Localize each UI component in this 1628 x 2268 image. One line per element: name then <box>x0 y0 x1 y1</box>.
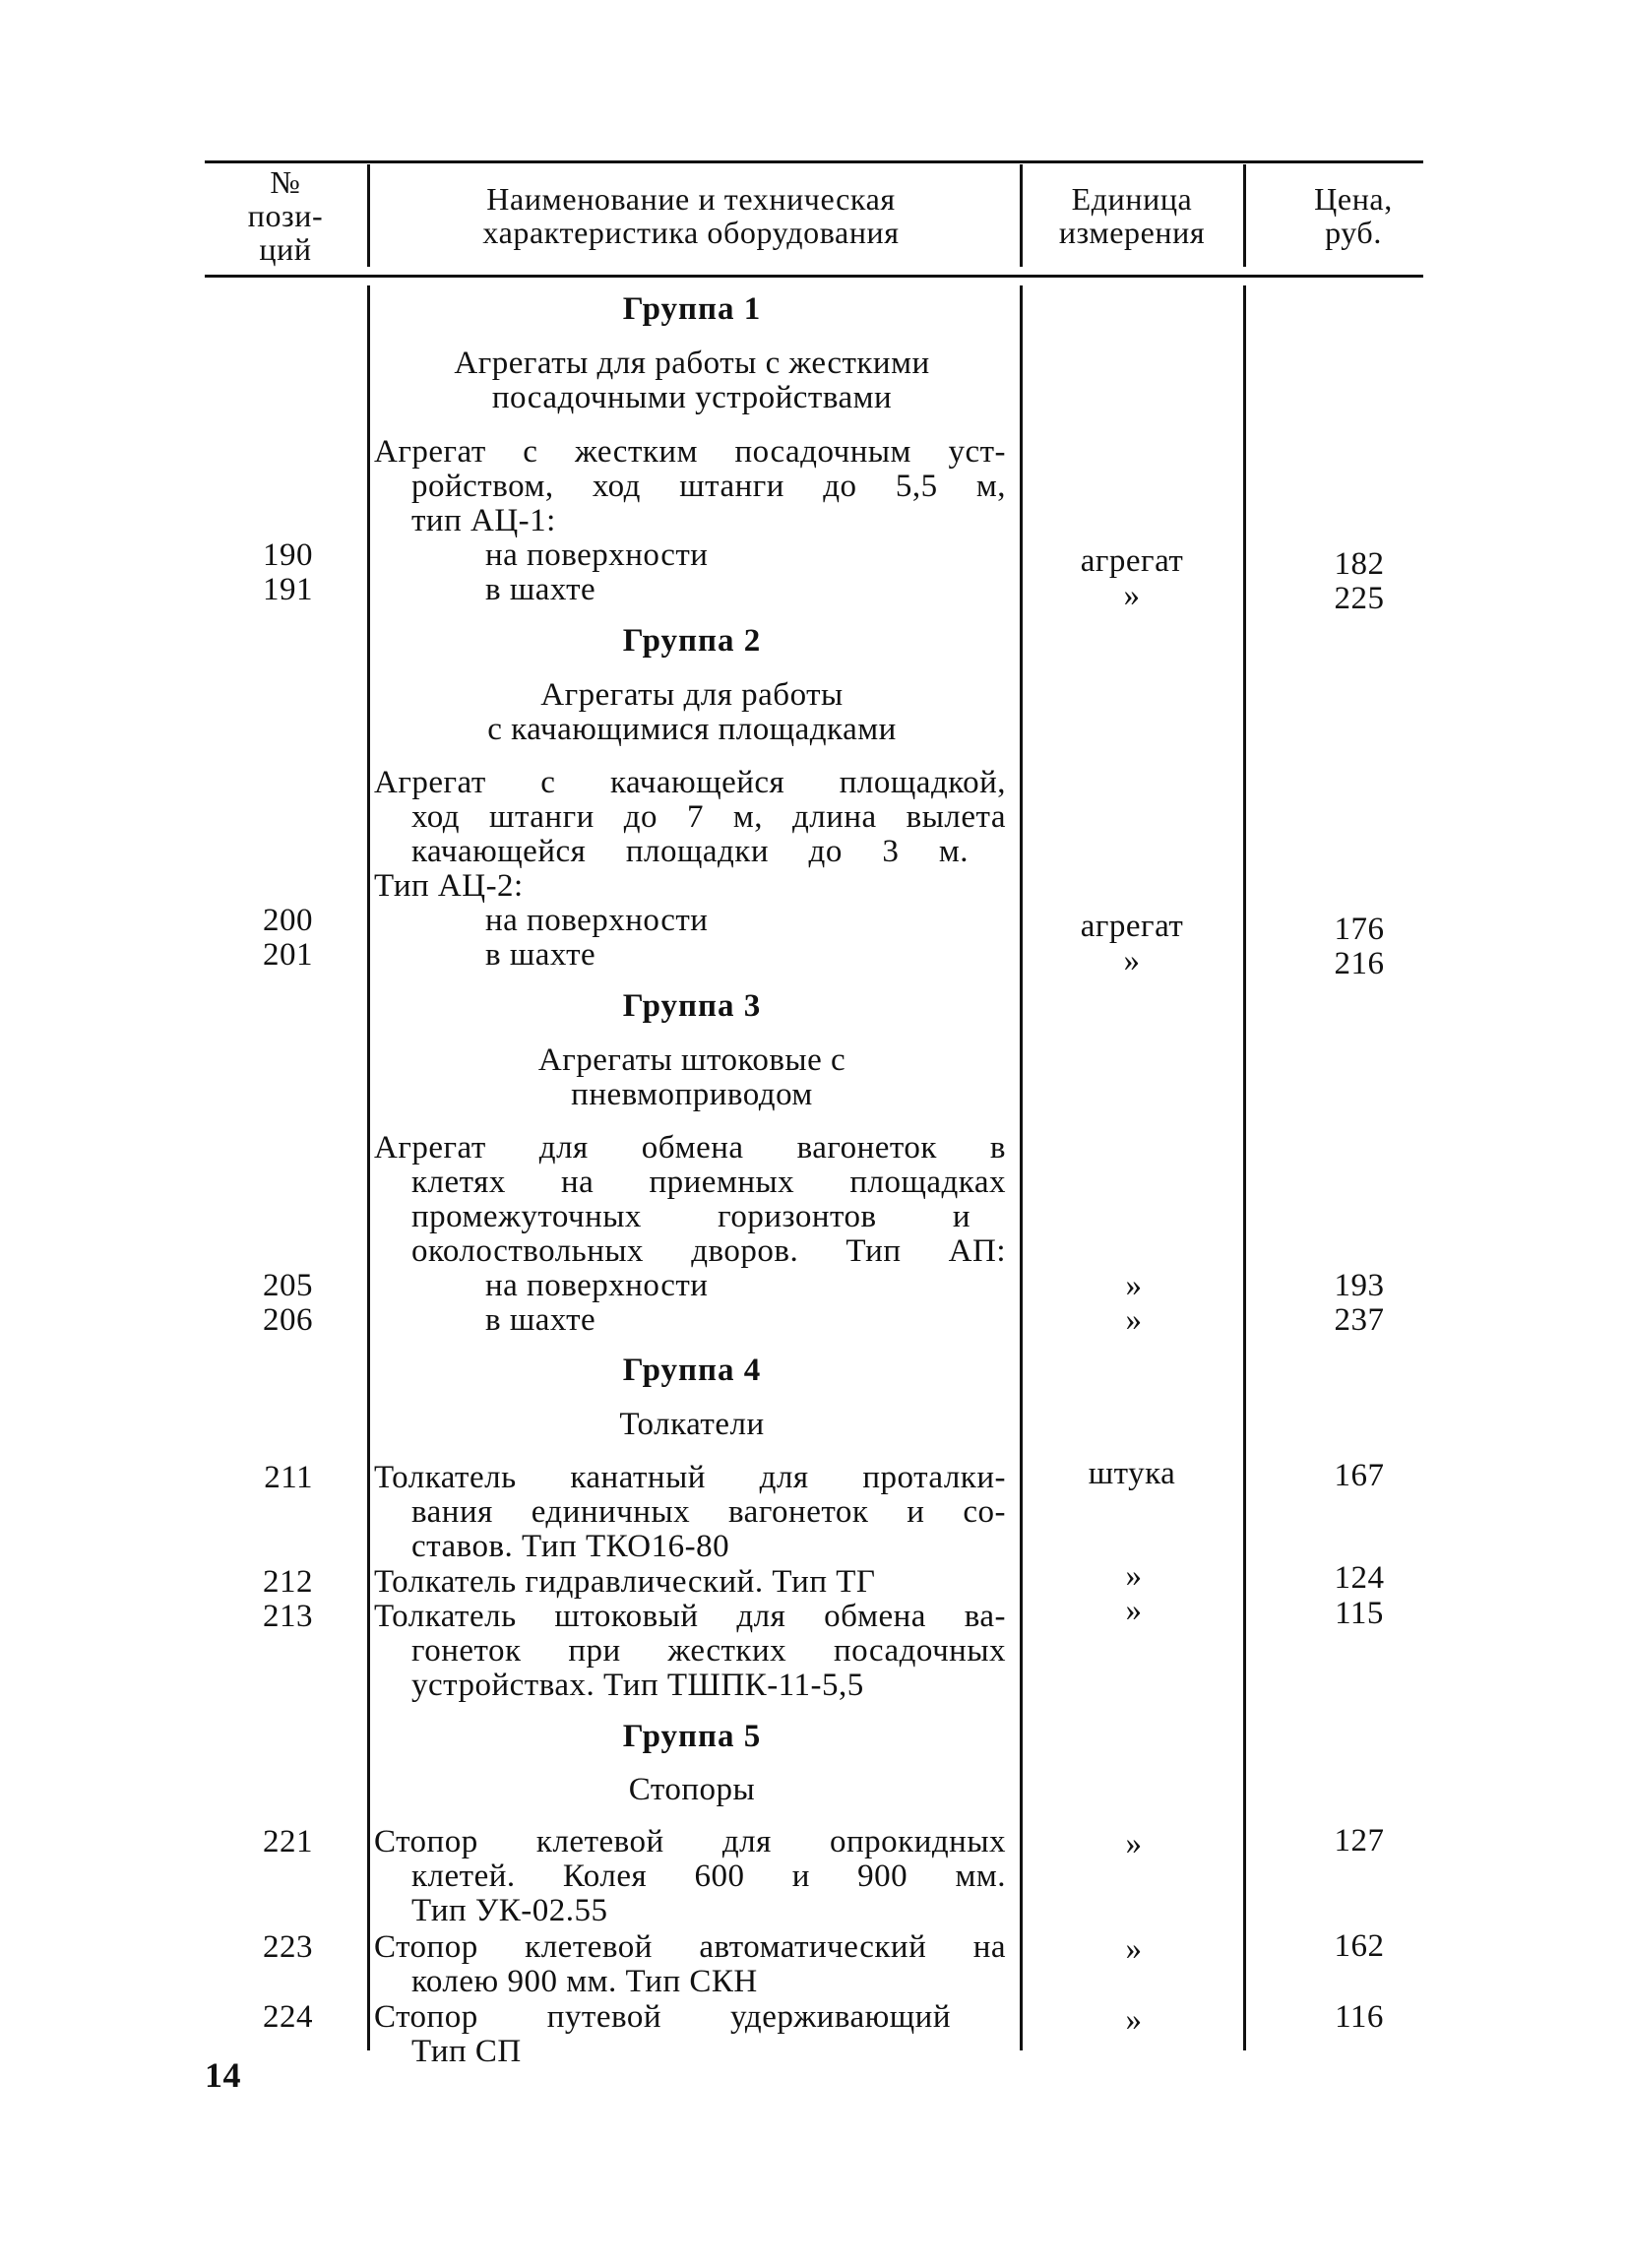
header-position-line-1: № <box>270 164 301 200</box>
position-number: 211 <box>264 1460 313 1495</box>
group-subtitle: Толкатели <box>619 1407 765 1442</box>
position-number: 191 <box>263 572 313 607</box>
header-bottom-rule <box>205 275 1423 278</box>
item-description: клетях на приемных площадках <box>411 1165 1006 1200</box>
item-price: 116 <box>1335 1999 1384 2035</box>
header-name-line-1: Наименование и техническая <box>486 181 896 217</box>
item-description: Тип АЦ-2: <box>374 868 524 904</box>
item-description: околоствольных дворов. Тип АП: <box>411 1233 1006 1269</box>
header-unit-line-2: измерения <box>1058 215 1206 250</box>
item-description: Агрегат для обмена вагонеток в <box>374 1130 1006 1166</box>
body-divider-2 <box>1020 285 1023 2050</box>
item-description: тип АЦ-1: <box>411 503 556 538</box>
item-name: клетей. Колея 600 и 900 мм. <box>411 1858 1006 1894</box>
item-unit: » <box>1125 1302 1143 1338</box>
body-divider-1 <box>367 285 370 2050</box>
item-price: 162 <box>1334 1928 1385 1964</box>
header-unit-line-1: Единица <box>1071 181 1193 217</box>
header-position-line-3: ций <box>259 231 312 267</box>
item-name: Тип УК-02.55 <box>411 1893 608 1928</box>
position-number: 221 <box>263 1824 313 1859</box>
item-price: 115 <box>1335 1596 1384 1631</box>
item-unit: » <box>1125 1931 1143 1967</box>
item-name: Толкатель канатный для проталки- <box>374 1460 1006 1495</box>
item-description: промежуточных горизонтов и <box>411 1199 971 1234</box>
item-name: колею 900 мм. Тип СКН <box>411 1964 758 1999</box>
group-title: Группа 3 <box>622 988 762 1024</box>
item-price: 237 <box>1334 1302 1385 1338</box>
group-title: Группа 5 <box>622 1719 762 1754</box>
group-subtitle: посадочными устройствами <box>491 380 893 415</box>
item-description: ход штанги до 7 м, длина вылета <box>411 799 1006 835</box>
item-unit: » <box>1123 943 1141 978</box>
position-number: 213 <box>263 1599 313 1634</box>
group-subtitle: Агрегаты штоковые с <box>537 1042 846 1078</box>
item-name: на поверхности <box>485 903 709 938</box>
item-name: Стопор клетевой для опрокидных <box>374 1824 1006 1859</box>
item-name: Толкатель штоковый для обмена ва- <box>374 1599 1006 1634</box>
item-unit: » <box>1125 1593 1143 1628</box>
header-name-line-2: характеристика оборудования <box>482 215 900 250</box>
item-name: в шахте <box>485 572 596 607</box>
item-price: 167 <box>1334 1458 1385 1493</box>
page-number: 14 <box>205 2055 241 2095</box>
item-unit: » <box>1123 578 1141 613</box>
group-subtitle: Стопоры <box>628 1772 756 1807</box>
item-unit: штука <box>1088 1456 1176 1491</box>
item-unit: » <box>1125 1268 1143 1303</box>
item-price: 193 <box>1334 1268 1385 1303</box>
item-price: 216 <box>1334 946 1385 981</box>
item-description: качающейся площадки до 3 м. <box>411 834 969 869</box>
position-number: 224 <box>263 1999 313 2035</box>
group-subtitle: с качающимися площадками <box>487 712 897 747</box>
position-number: 223 <box>263 1929 313 1965</box>
group-title: Группа 2 <box>622 623 762 659</box>
item-description: Агрегат с жестким посадочным уст- <box>374 434 1006 470</box>
item-name: Толкатель гидравлический. Тип ТГ <box>374 1564 876 1600</box>
item-unit: агрегат <box>1080 909 1184 944</box>
position-number: 200 <box>263 903 313 938</box>
header-divider-3 <box>1243 164 1246 267</box>
item-unit: » <box>1125 1558 1143 1594</box>
position-number: 212 <box>263 1564 313 1600</box>
group-subtitle: пневмоприводом <box>571 1077 813 1112</box>
position-number: 201 <box>263 937 313 973</box>
item-name: Стопор путевой удерживающий <box>374 1999 951 2035</box>
item-name: ставов. Тип ТКО16-80 <box>411 1529 730 1564</box>
item-name: гонеток при жестких посадочных <box>411 1633 1006 1669</box>
item-price: 127 <box>1334 1823 1385 1858</box>
item-name: устройствах. Тип ТШПК-11-5,5 <box>411 1668 864 1703</box>
group-subtitle: Агрегаты для работы <box>540 677 844 713</box>
item-description: ройством, ход штанги до 5,5 м, <box>411 469 1006 504</box>
table-top-rule <box>205 160 1423 163</box>
header-price-line-2: руб. <box>1325 215 1382 250</box>
item-price: 225 <box>1334 581 1385 616</box>
body-divider-3 <box>1243 285 1246 2050</box>
item-description: Агрегат с качающейся площадкой, <box>374 765 1006 800</box>
header-divider-1 <box>367 164 370 267</box>
item-price: 176 <box>1334 912 1385 947</box>
header-position-line-2: пози- <box>247 198 324 233</box>
item-unit: » <box>1125 1826 1143 1861</box>
item-unit: агрегат <box>1080 543 1184 579</box>
item-name: на поверхности <box>485 537 709 573</box>
group-title: Группа 1 <box>622 291 762 327</box>
item-name: Тип СП <box>411 2034 522 2069</box>
item-price: 124 <box>1334 1560 1385 1596</box>
item-name: на поверхности <box>485 1268 709 1303</box>
item-name: в шахте <box>485 1302 596 1338</box>
header-price-line-1: Цена, <box>1314 181 1393 217</box>
position-number: 206 <box>263 1302 313 1338</box>
position-number: 190 <box>263 537 313 573</box>
group-subtitle: Агрегаты для работы с жесткими <box>454 346 930 381</box>
item-unit: » <box>1125 2002 1143 2038</box>
item-name: в шахте <box>485 937 596 973</box>
item-price: 182 <box>1334 546 1385 582</box>
group-title: Группа 4 <box>622 1353 762 1388</box>
item-name: вания единичных вагонеток и со- <box>411 1494 1006 1530</box>
header-divider-2 <box>1020 164 1023 267</box>
item-name: Стопор клетевой автоматический на <box>374 1929 1006 1965</box>
position-number: 205 <box>263 1268 313 1303</box>
